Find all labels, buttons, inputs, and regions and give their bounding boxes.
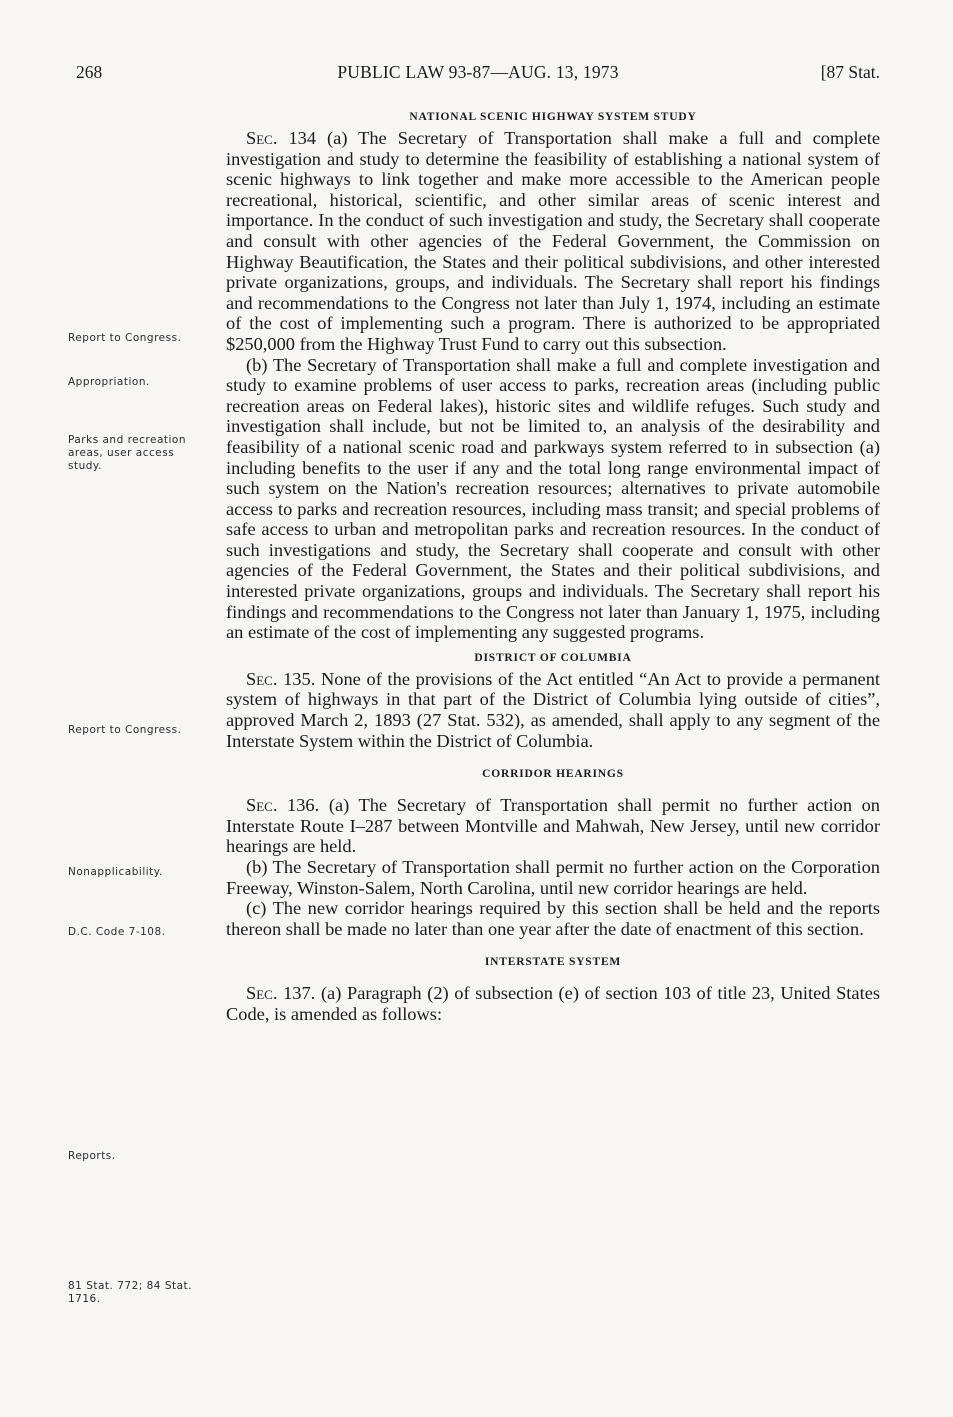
paragraph-text: (a) The Secretary of Transportation shall permit no further action on Interstate Route I–287 between Montville and Mahwah, New Jersey, until new corridor hearings are held. <box>226 795 880 857</box>
section-label: Sec. 136. <box>246 795 320 816</box>
section-heading-district-of-columbia: DISTRICT OF COLUMBIA <box>474 651 632 664</box>
page-number: 268 <box>76 62 103 82</box>
section-136-paragraph-b: (b) The Secretary of Transportation shall permit no further action on the Corporation Freeway, Winston-Salem, North Carolina, until new corridor hearings are held. <box>226 857 880 898</box>
section-heading-interstate-system: INTERSTATE SYSTEM <box>484 956 622 969</box>
page-header <box>76 62 880 88</box>
section-136-paragraph-c: (c) The new corridor hearings required by this section shall be held and the reports thereon shall be made no later than one year after the date of enactment of this section. <box>226 898 880 939</box>
section-135-text <box>226 669 880 751</box>
section-label: Sec. 135. <box>246 668 316 689</box>
paragraph-text: (a) The Secretary of Transportation shall make a full and complete investigation and study to determine the feasibility of establishing a national system of scenic highways to link together and make more accessible to the American people recreational, historical, scientific, and other similar areas of scenic interest and importance. In the conduct of such investigation and study, the Secretary shall cooperate and consult with other agencies of the Federal Government, the Commission on Highway Beautification, the States and their political subdivisions, and other interested private organizations, groups, and individuals. The Secretary shall report his findings and recommendations to the Congress not later than July 1, 1974, including an estimate of the cost of implementing such a program. There is authorized to be appropriated $250,000 from the Highway Trust Fund to carry out this subsection. <box>226 128 881 354</box>
running-title: PUBLIC LAW 93-87—AUG. 13, 1973 <box>337 62 619 82</box>
section-heading-scenic-highway: NATIONAL SCENIC HIGHWAY SYSTEM STUDY <box>409 111 697 123</box>
section-label: Sec. 134 <box>246 128 317 148</box>
margin-note-report-to-congress-2: Report to Congress. <box>68 724 182 736</box>
paragraph-text: (a) Paragraph (2) of subsection (e) of section 103 of title 23, United States Code, is amended as follows: <box>226 983 881 1024</box>
section-134-paragraph-a <box>226 128 880 355</box>
statute-reference: [87 Stat. <box>820 62 880 82</box>
margin-note-nonapplicability: Nonapplicability. <box>68 866 163 878</box>
margin-note-dc-code: D.C. Code 7-108. <box>68 926 166 938</box>
section-137-text <box>226 983 880 1024</box>
margin-note-report-to-congress-1: Report to Congress. <box>68 332 182 344</box>
paragraph-text: None of the provisions of the Act entitled “An Act to provide a permanent system of highways in that part of the District of Columbia lying outside of cities”, approved March 2, 1893 (27 Stat. 532), as amended, shall apply to any segment of the Interstate System within the District of Columbia. <box>226 668 880 751</box>
section-134-paragraph-b: (b) The Secretary of Transportation shall make a full and complete investigation and study to examine problems of user access to parks, recreation areas (including public recreation areas on Federal lakes), historic sites and wildlife refuges. Such study and investigation shall include, but not be limited to, an analysis of the desirability and feasibility of a national scenic road and parkways system referred to in subsection (a) including benefits to the user if any and the total long range environmental impact of such system on the Nation's recreation resources; alternatives to private automobile access to parks and recreation resources, including mass transit; and special problems of safe access to urban and metropolitan parks and recreation resources. In the conduct of such investigations and study, the Secretary shall cooperate and consult with other agencies of the Federal Government, the States and their political subdivisions, and interested private organizations, groups and individuals. The Secretary shall report his findings and recommendations to the Congress not later than January 1, 1975, including an estimate of the cost of implementing any suggested programs. <box>226 354 880 643</box>
section-136-paragraph-a <box>226 795 880 857</box>
document-body <box>226 106 880 1025</box>
section-label: Sec. 137. <box>246 983 316 1004</box>
margin-note-parks-study: Parks and recreation areas, user access study. <box>68 434 187 472</box>
margin-note-stat-citations: 81 Stat. 772; 84 Stat. 1716. <box>68 1280 192 1305</box>
margin-note-appropriation: Appropriation. <box>68 376 150 388</box>
margin-note-reports: Reports. <box>68 1150 116 1162</box>
section-heading-corridor-hearings: CORRIDOR HEARINGS <box>482 768 624 781</box>
